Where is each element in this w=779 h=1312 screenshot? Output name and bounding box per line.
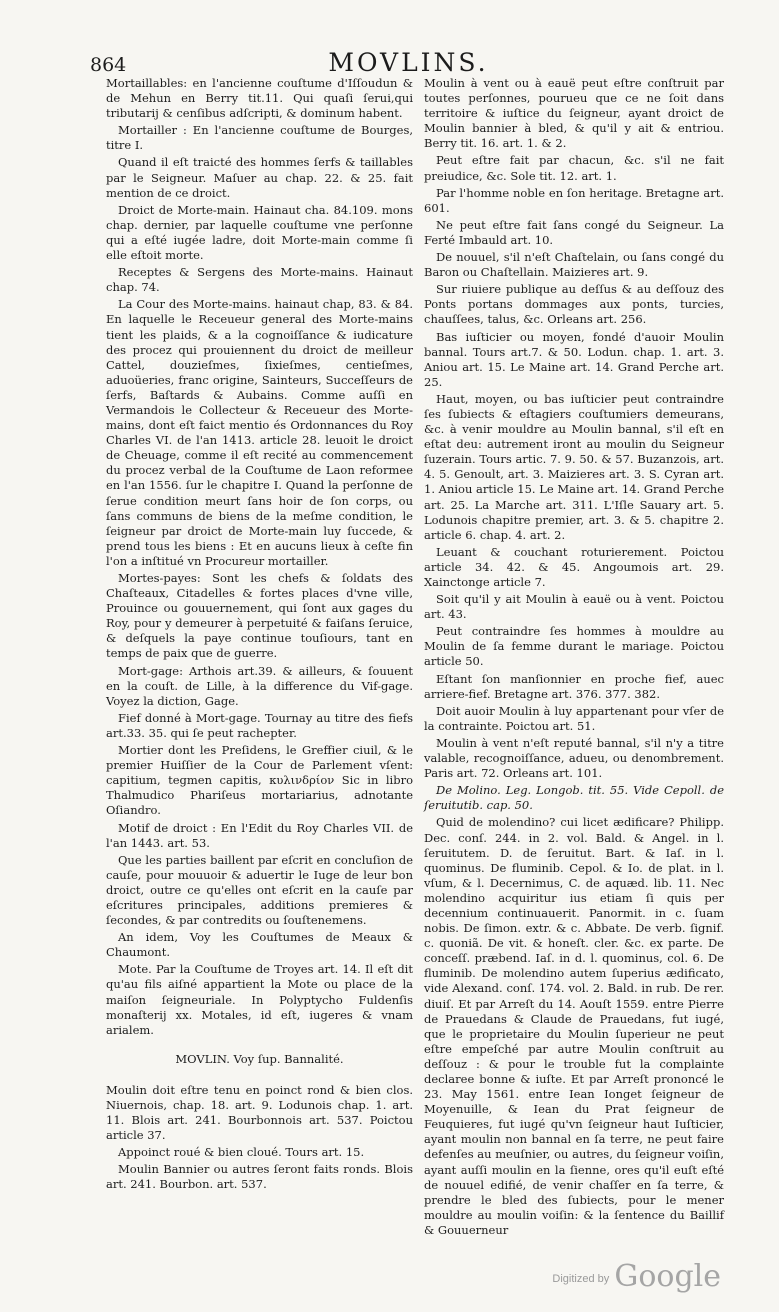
- entry-paragraph: Mortier dont les Preſidens, le Greffier ciuil, & le premier Huiſſier de la Cour de Parlement vſent: capitium, tegmen capitis, κυλινδρίον Sic in libro Thalmudico Phariſeus mortariarius, adnotante Oſiandro.: [106, 743, 413, 818]
- entry-paragraph: Sur riuiere publique au deſſus & au deſſouz des Ponts portans dommages aux ponts, turcies, chauſſees, talus, &c. Orleans art. 256.: [424, 282, 724, 327]
- entry-paragraph: Bas iuſticier ou moyen, fondé d'auoir Moulin bannal. Tours art.7. & 50. Lodun. chap. 1. art. 3. Aniou art. 15. Le Maine art. 14. Grand Perche art. 25.: [424, 329, 724, 389]
- entry-paragraph: Par l'homme noble en ſon heritage. Bretagne art. 601.: [424, 185, 724, 215]
- entry-paragraph: Eſtant ſon manſionnier en proche fief, auec arriere-fief. Bretagne art. 376. 377. 382.: [424, 671, 724, 701]
- entry-paragraph: Soit qu'il y ait Moulin à eauë ou à vent. Poictou art. 43.: [424, 592, 724, 622]
- entry-paragraph: La Cour des Morte-mains. hainaut chap, 83. & 84. En laquelle le Receueur general des Morte-mains tient les plaids, & a la cognoiſſance & iudicature des procez qui prouiennent du droict de meilleur Cattel, douzieſmes, ſixieſmes, centieſmes, aduoüeries, franc origine, Sainteurs, Succeſſeurs de ſerfs, Baſtards & Aubains. Comme auſſi en Vermandois le Collecteur & Receueur des Morte-mains, dont eſt faict mentio és Ordonnances du Roy Charles VI. de l'an 1413. article 28. leuoit le droict de Cheuage, comme il eſt recité au commencement du procez verbal de la Couſtume de Laon reformee en l'an 1556. ſur le chapitre I. Quand la perſonne de ſerue condition meurt ſans hoir de ſon corps, ou ſans communs de biens de la meſme condition, le ſeigneur par droict de Morte-main luy ſuccede, & prend tous les biens : Et en aucuns lieux à ceſte fin l'on a inſtitué vn Procureur mortailler.: [106, 297, 413, 568]
- entry-paragraph: Appoinct roué & bien cloué. Tours art. 15.: [118, 1145, 365, 1160]
- entry-paragraph: Mortes-payes: Sont les chefs & ſoldats des Chaſteaux, Citadelles & fortes places d'vne ville, Prouince ou gouuernement, qui ſont aux gages du Roy, pour y demeurer à perpetuité & faiſans ſeruice, & deſquels la paye continue touſiours, tant en temps de paix que de guerre.: [106, 571, 413, 661]
- entry-paragraph: Mort-gage: Arthois art.39. & ailleurs, & ſouuent en la couſt. de Lille, à la difference du Vif-gage. Voyez la diction, Gage.: [106, 663, 413, 708]
- entry-paragraph: Mortailler : En l'ancienne couſtume de Bourges, titre I.: [106, 123, 413, 153]
- watermark-label: Digitized by: [552, 1273, 610, 1285]
- entry-paragraph: Moulin Bannier ou autres ſeront faits ronds. Blois art. 241. Bourbon. art. 537.: [106, 1162, 413, 1192]
- entry-paragraph: Ne peut eſtre fait ſans congé du Seigneur. La Ferté Imbauld art. 10.: [424, 217, 724, 247]
- entry-paragraph: Quand il eſt traicté des hommes ſerfs & taillables par le Seigneur. Maſuer au chap. 22. & 25. fait mention de ce droict.: [106, 155, 413, 200]
- entry-paragraph: Doit auoir Moulin à luy appartenant pour vſer de la contrainte. Poictou art. 51.: [424, 703, 724, 733]
- google-watermark: [552, 1259, 721, 1294]
- entry-paragraph: Moulin à vent ou à eauë peut eſtre conſtruit par toutes perſonnes, pourueu que ce ne ſoit dans territoire & iuſtice du ſeigneur, ayant droict de Moulin bannier à bled, & qu'il y ait & entriou. Berry tit. 16. art. 1. & 2.: [424, 76, 724, 151]
- entry-paragraph: Peut eſtre fait par chacun, &c. s'il ne fait preiudice, &c. Sole tit. 12. art. 1.: [424, 153, 724, 183]
- entry-paragraph: Receptes & Sergens des Morte-mains. Hainaut chap. 74.: [106, 265, 413, 295]
- entry-paragraph: Leuant & couchant roturierement. Poictou article 34. 42. & 45. Angoumois art. 29. Xainctonge article 7.: [424, 544, 724, 589]
- entry-paragraph: Que les parties baillent par eſcrit en concluſion de cauſe, pour mouuoir & aduertir le Iuge de leur bon droict, outre ce qu'elles ont eſcrit en la cauſe par eſcritures principales, additions premieres & ſecondes, & par contredits ou ſouſtenemens.: [106, 852, 413, 928]
- entry-paragraph: Quid de molendino? cui licet ædificare? Philipp. Dec. conſ. 244. in 2. vol. Bald. & Angel. in l. ſeruitutem. D. de ſeruitut. Bart. & Iaſ. in l. quominus. De fluminib. Cepol. & Io. de plat. in l. vſum, & l. Decernimus, C. de aquæd. lib. 11. Nec molendino acquiritur ius etiam ſi quis per decennium continuauerit. Panormit. in c. ſuam nobis. De ſimon. extr. & c. Abbate. De verb. ſignif. c. quoniã. De vit. & honeſt. cler. &c. ex parte. De conceſſ. præbend. Iaſ. in d. l. quominus, col. 6. De fluminib. De molendino autem ſuperius ædificato, vide Alexand. conſ. 174. vol. 2. Bald. in rub. De rer. diuiſ. Et par Arreſt du 14. Aouſt 1559. entre Pierre de Prauedans & Claude de Prauedans, fut iugé, que le proprietaire du Moulin ſuperieur ne peut eſtre empeſché par autre Moulin conſtruit au deſſouz : & pour le trouble fut la complainte declaree bonne & iuſte. Et par Arreſt prononcé le 23. May 1561. entre Iean Ionget ſeigneur de Moyenuille, & Iean du Prat ſeigneur de Feuquieres, fut iugé qu'vn ſeigneur haut Iuſticier, ayant moulin non bannal en ſa terre, ne peut faire defenſes au meuſnier, ou autres, du ſeigneur voiſin, ayant auſſi moulin en la ſienne, ores qu'il euſt eſté de nouuel edifié, de venir chaſſer en ſa terre, & prendre le bled des ſubiects, pour le mener mouldre au moulin voiſin: & la ſentence du Baillif & Gouuerneur: [424, 815, 724, 1237]
- entry-paragraph: Moulin à vent n'eſt reputé bannal, s'il n'y a titre valable, recognoiſſance, adueu, ou denombrement. Paris art. 72. Orleans art. 101.: [424, 735, 724, 781]
- right-column: [424, 76, 724, 1240]
- entry-paragraph: De nouuel, s'il n'eſt Chaſtelain, ou ſans congé du Baron ou Chaſtellain. Maizieres art. 9.: [424, 250, 724, 280]
- entry-paragraph: Motif de droict : En l'Edit du Roy Charles VII. de l'an 1443. art. 53.: [106, 820, 413, 850]
- entry-paragraph: Moulin doit eſtre tenu en poinct rond & bien clos. Niuernois, chap. 18. art. 9. Lodunois chap. 1. art. 11. Blois art. 241. Bourbonnois art. 537. Poictou article 37.: [106, 1082, 413, 1143]
- running-title: MOVLINS.: [328, 48, 489, 77]
- left-column: [106, 76, 413, 1195]
- entry-paragraph: Mortaillables: en l'ancienne couſtume d'Iſſoudun & de Mehun en Berry tit.11. Qui quaſi ſerui,qui tributarij & cenſibus adſcripti, & dominum habent.: [106, 76, 413, 121]
- entry-paragraph: Haut, moyen, ou bas iuſticier peut contraindre ſes ſubiects & eſtagiers couſtumiers demeurans, &c. à venir mouldre au Moulin bannal, s'il eſt en eſtat deu: autrement iront au moulin du Seigneur ſuzerain. Tours artic. 7. 9. 50. & 57. Buzanzois, art. 4. 5. Genoult, art. 3. Maizieres art. 3. S. Cyran art. 1. Aniou article 15. Le Maine art. 14. Grand Perche art. 25. La Marche art. 311. L'Iſle Sauary art. 5. Lodunois chapitre premier, art. 3. & 5. chapitre 2. article 6. chap. 4. art. 2.: [424, 391, 724, 542]
- entry-paragraph: Peut contraindre ſes hommes à mouldre au Moulin de ſa femme durant le mariage. Poictou article 50.: [424, 624, 724, 669]
- page-header: [88, 48, 729, 78]
- entry-paragraph: Droict de Morte-main. Hainaut cha. 84.109. mons chap. dernier, par laquelle couſtume vne perſonne qui a eſté iugée ladre, doit Morte-main comme ſi elle eſtoit morte.: [106, 202, 413, 263]
- entry-paragraph: Mote. Par la Couſtume de Troyes art. 14. Il eſt dit qu'au fils aiſné appartient la Mote ou place de la maiſon ſeigneuriale. In Polyptycho Fuldenſis monaſterij xx. Motales, id eſt, iugeres & vnam arialem.: [106, 962, 413, 1037]
- entry-paragraph: An idem, Voy les Couſtumes de Meaux & Chaumont.: [106, 930, 413, 960]
- entry-paragraph: Fief donné à Mort-gage. Tournay au titre des fiefs art.33. 35. qui ſe peut rachepter.: [106, 710, 413, 740]
- page-number: 864: [90, 54, 127, 76]
- entry-paragraph: De Molino. Leg. Longob. tit. 55. Vide Cepoll. de ſeruitutib. cap. 50.: [424, 783, 724, 813]
- google-logo: Google: [614, 1259, 721, 1294]
- entry-paragraph: MOVLIN. Voy ſup. Bannalité.: [175, 1051, 344, 1066]
